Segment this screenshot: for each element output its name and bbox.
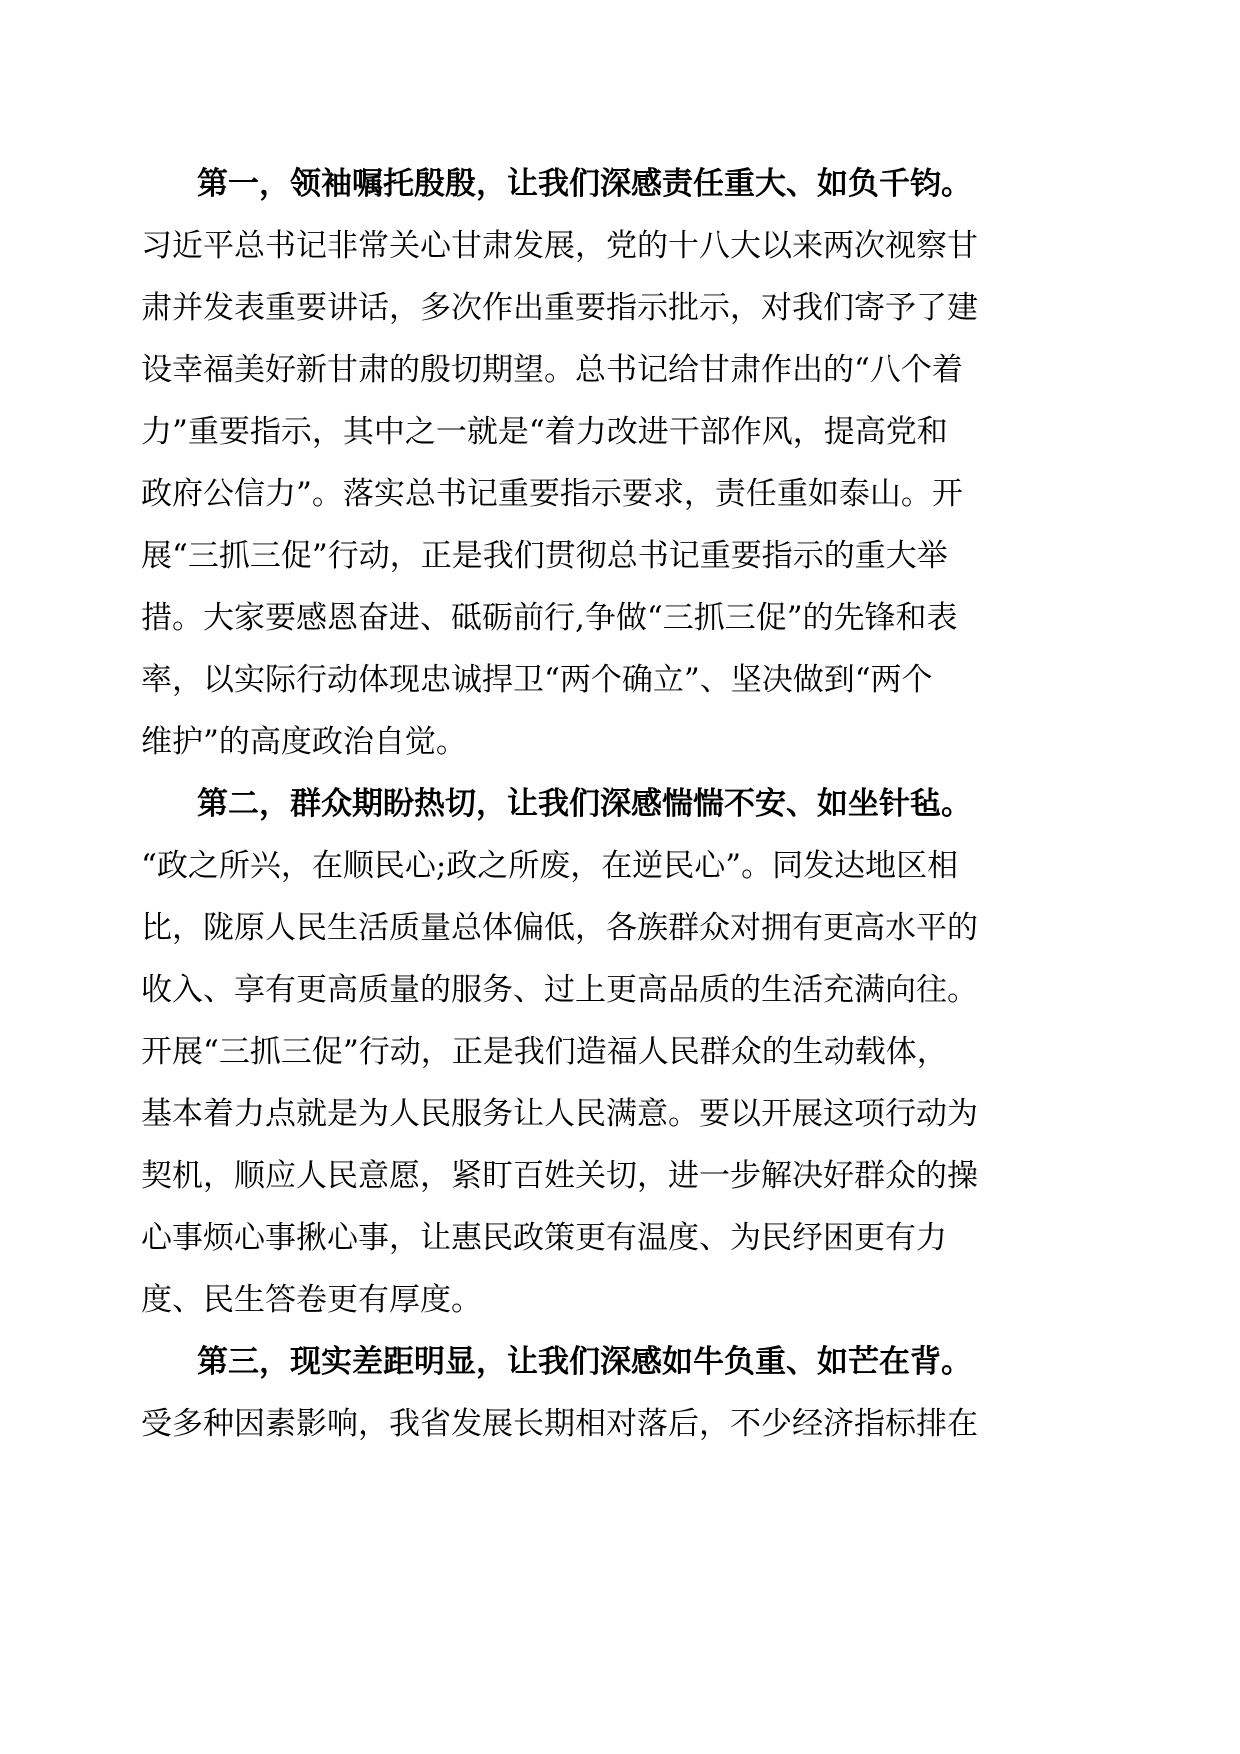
paragraph-line [0, 660, 1240, 700]
paragraph-line [0, 1404, 1240, 1444]
text: 比，陇原人民生活质量总体偏低，各族群众对拥有更高水平的 [141, 910, 978, 946]
paragraph-line [0, 288, 1240, 328]
text: 开展“三抓三促”行动，正是我们造福人民群众的生动载体， [141, 1034, 948, 1070]
text: 受多种因素影响，我省发展长期相对落后，不少经济指标排在 [141, 1406, 978, 1442]
paragraph-line [0, 1218, 1240, 1258]
heading-third [0, 1342, 1240, 1382]
heading-first-text: 第一，领袖嘱托殷殷，让我们深感责任重大、如负千钧。 [197, 166, 972, 202]
paragraph-line [0, 536, 1240, 576]
paragraph-line [0, 350, 1240, 390]
text: 展“三抓三促”行动，正是我们贯彻总书记重要指示的重大举 [141, 538, 948, 574]
text: 习近平总书记非常关心甘肃发展，党的十八大以来两次视察甘 [141, 228, 978, 264]
heading-second [0, 784, 1240, 824]
paragraph-line [0, 598, 1240, 638]
text: 力”重要指示，其中之一就是“着力改进干部作风，提高党和 [141, 414, 948, 450]
paragraph-line [0, 846, 1240, 886]
text: 措。大家要感恩奋进、砥砺前行,争做“三抓三促”的先锋和表 [141, 600, 958, 636]
text: 政府公信力”。落实总书记重要指示要求，责任重如泰山。开 [141, 476, 963, 512]
text: 度、民生答卷更有厚度。 [141, 1282, 482, 1318]
text: 率，以实际行动体现忠诚捍卫“两个确立”、坚决做到“两个 [141, 662, 933, 698]
text: “政之所兴，在顺民心;政之所废，在逆民心”。同发达地区相 [141, 848, 959, 884]
heading-first [0, 164, 1240, 204]
text: 肃并发表重要讲话，多次作出重要指示批示，对我们寄予了建 [141, 290, 978, 326]
paragraph-line [0, 1156, 1240, 1196]
paragraph-line [0, 1032, 1240, 1072]
paragraph-line [0, 474, 1240, 514]
paragraph-line [0, 722, 1240, 762]
heading-third-text: 第三，现实差距明显，让我们深感如牛负重、如芒在背。 [197, 1344, 972, 1380]
text: 心事烦心事揪心事，让惠民政策更有温度、为民纾困更有力 [141, 1220, 947, 1256]
text: 设幸福美好新甘肃的殷切期望。总书记给甘肃作出的“八个着 [141, 352, 963, 388]
paragraph-line [0, 1280, 1240, 1320]
paragraph-line [0, 1094, 1240, 1134]
text: 收入、享有更高质量的服务、过上更高品质的生活充满向往。 [141, 972, 978, 1008]
paragraph-line [0, 412, 1240, 452]
paragraph-line [0, 908, 1240, 948]
paragraph-line [0, 970, 1240, 1010]
text: 维护”的高度政治自觉。 [141, 724, 467, 760]
text: 基本着力点就是为人民服务让人民满意。要以开展这项行动为 [141, 1096, 978, 1132]
paragraph-line [0, 226, 1240, 266]
text: 契机，顺应人民意愿，紧盯百姓关切，进一步解决好群众的操 [141, 1158, 978, 1194]
heading-second-text: 第二，群众期盼热切，让我们深感惴惴不安、如坐针毡。 [197, 786, 972, 822]
